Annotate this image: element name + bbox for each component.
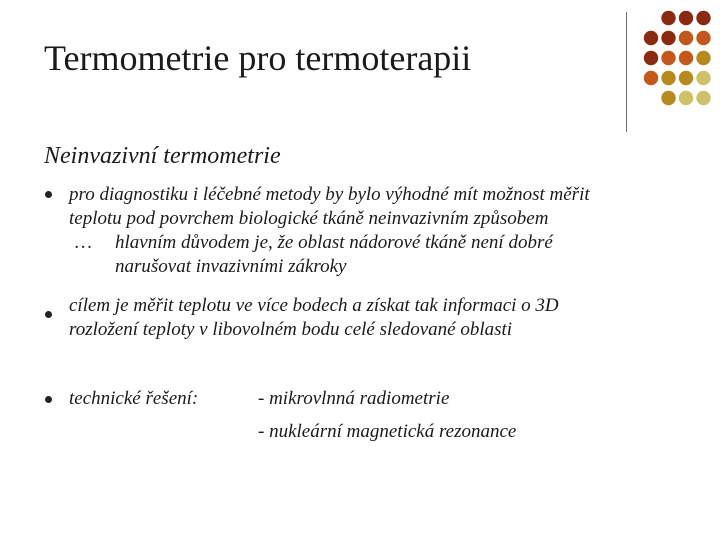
- decorative-dot: [696, 71, 710, 85]
- decorative-dot: [661, 51, 675, 65]
- bullet1-line1: pro diagnostiku i léčebné metody by bylo výhodné mít možnost měřit: [69, 184, 590, 205]
- decorative-dot: [644, 71, 658, 85]
- decorative-dot: [644, 51, 658, 65]
- decorative-dot: [661, 71, 675, 85]
- slide-title: Termometrie pro termoterapii: [44, 38, 472, 78]
- bullet-dot: [45, 396, 52, 403]
- decorative-dot: [679, 71, 693, 85]
- sub-bullet-line1: hlavním důvodem je, že oblast nádorové tkáně není dobré: [115, 232, 553, 253]
- bullet-dot: [45, 311, 52, 318]
- decorative-dot: [696, 91, 710, 105]
- decorative-dot: [661, 31, 675, 45]
- bullet3-item1: - mikrovlnná radiometrie: [258, 388, 450, 409]
- decorative-dot: [679, 31, 693, 45]
- decorative-dot: [679, 11, 693, 25]
- sub-bullet-marker: …: [75, 232, 92, 253]
- decorative-dot: [661, 11, 675, 25]
- decorative-dot: [644, 31, 658, 45]
- bullet-dot: [45, 191, 52, 198]
- bullet3-label: technické řešení:: [69, 388, 199, 409]
- bullet1-line2: teplotu pod povrchem biologické tkáně neinvazivním způsobem: [69, 208, 549, 229]
- decorative-dot: [696, 11, 710, 25]
- decorative-dot: [679, 91, 693, 105]
- decorative-dot: [696, 51, 710, 65]
- decorative-dot: [679, 51, 693, 65]
- bullet2-line1: cílem je měřit teplotu ve více bodech a získat tak informaci o 3D: [69, 295, 559, 316]
- bullet2-line2: rozložení teploty v libovolném bodu celé sledované oblasti: [69, 319, 513, 340]
- section-subtitle: Neinvazivní termometrie: [44, 143, 281, 169]
- sub-bullet-line2: narušovat invazivními zákroky: [115, 256, 347, 277]
- decorative-dot: [696, 31, 710, 45]
- bullet3-item2: - nukleární magnetická rezonance: [258, 421, 517, 442]
- decorative-dot-grid: [0, 0, 720, 140]
- decorative-dot: [661, 91, 675, 105]
